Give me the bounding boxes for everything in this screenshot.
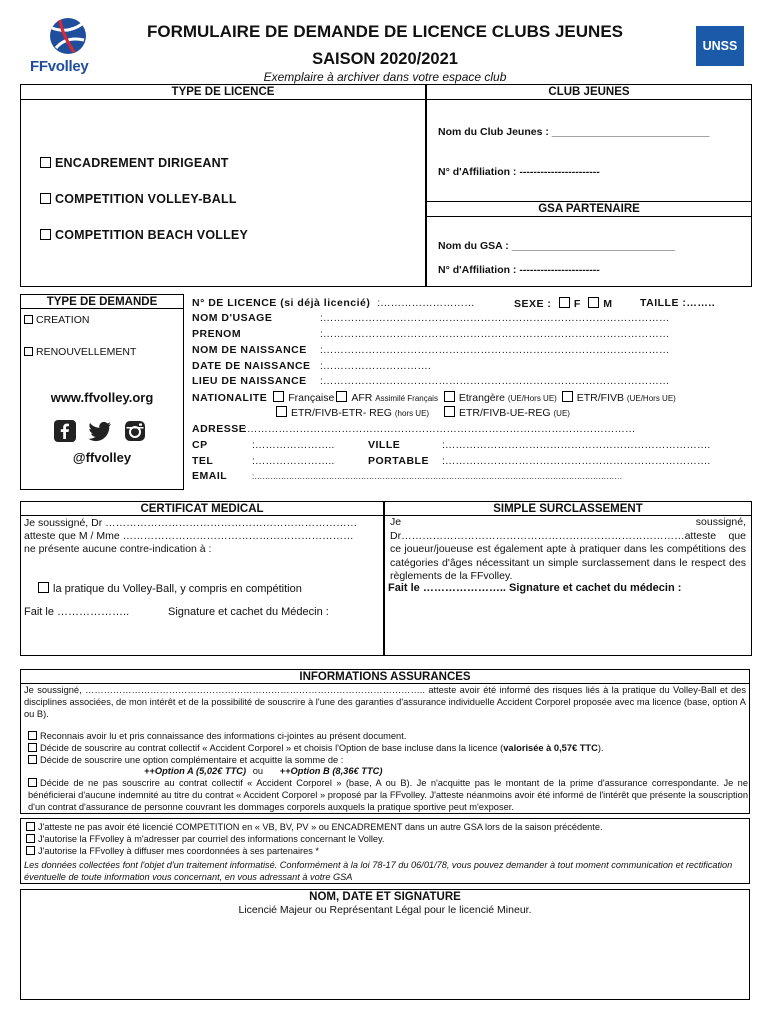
checkbox[interactable]: [28, 755, 37, 764]
assurances-header: INFORMATIONS ASSURANCES: [20, 669, 750, 684]
portable-field[interactable]: :………………………………………………………………….: [442, 455, 711, 467]
nat-etr-fivb-label: ETR/FIVB: [576, 392, 624, 404]
certificat-signature: Signature et cachet du Médecin :: [168, 606, 329, 618]
nat-etr-fivb-etr-reg-label: ETR/FIVB-ETR- REG: [291, 407, 392, 419]
lieu-naissance-label: LIEU DE NAISSANCE: [192, 375, 307, 387]
ville-label: VILLE: [368, 439, 401, 451]
licence-number-field[interactable]: :………………………: [377, 297, 475, 309]
gsa-header: GSA PARTENAIRE: [426, 201, 752, 217]
adresse-field[interactable]: :…………………………………………………………………………………………………: [244, 423, 636, 435]
nationalite-label: NATIONALITE: [192, 392, 268, 404]
sexe-f-checkbox[interactable]: [559, 297, 570, 308]
nat-francaise-label: Française: [288, 392, 335, 404]
signature-subtitle: Licencié Majeur ou Représentant Légal pour le licencié Mineur.: [238, 904, 532, 916]
club-jeunes-box: [426, 84, 752, 203]
archive-subtitle: Exemplaire à archiver dans votre espace club: [263, 70, 507, 84]
checkbox[interactable]: [40, 157, 51, 168]
checkbox[interactable]: [40, 229, 51, 240]
certificat-line3: ne présente aucune contre-indication à :: [24, 543, 212, 555]
lieu-naissance-row: [192, 375, 669, 387]
attestation-1[interactable]: J'atteste ne pas avoir été licencié COMPETITION en « VB, BV, PV » ou ENCADREMENT dans un autre GSA lors de la saison précédente.: [26, 822, 603, 832]
nat-etrangere-label: Etrangère: [458, 392, 505, 404]
assurance-check-2[interactable]: Décide de souscrire au contrat collectif « Accident Corporel » et choisis l'Option de base incluse dans la licence (valorisée à 0,57€ TTC).: [28, 743, 604, 753]
ville-row: [368, 439, 710, 451]
nationalite-row: [192, 391, 676, 404]
nat-afr-checkbox[interactable]: [336, 391, 347, 402]
facebook-icon[interactable]: [54, 420, 76, 442]
nat-etr-fivb-etr-reg-sub: (hors UE): [394, 409, 430, 418]
assurance-check-3[interactable]: Décide de souscrire une option complémentaire et acquitte la somme de :: [28, 755, 343, 765]
email-label: EMAIL: [192, 470, 228, 482]
demande-creation[interactable]: CREATION: [24, 314, 89, 326]
assurance-check-1[interactable]: Reconnais avoir lu et pris connaissance des informations ci-jointes au présent document.: [28, 731, 406, 741]
portable-label: PORTABLE: [368, 455, 429, 467]
type-licence-header: TYPE DE LICENCE: [20, 84, 426, 100]
ville-field[interactable]: :………………………………………………………………….: [442, 439, 711, 451]
cp-row: [192, 439, 334, 451]
ffvolley-logo: [22, 14, 92, 74]
type-licence-box: [20, 84, 426, 287]
certificat-line1[interactable]: Je soussigné, Dr ………………………………………………………………: [24, 517, 358, 529]
licence-option-competition-volley[interactable]: COMPETITION VOLLEY-BALL: [40, 192, 237, 206]
prenom-row: [192, 328, 669, 340]
website-link[interactable]: www.ffvolley.org: [50, 390, 154, 405]
option-a[interactable]: ++Option A (5,02€ TTC): [144, 766, 247, 776]
assurances-intro: Je soussigné, ……………………………………………………………………………………………….. atteste avoir été informé des risques liés à la pratique du Volley-Ball et des disciplines associées, de mon intérêt et de la possibilité de souscrire à l'une des garanties d'assurance individuelle Accident Corporel proposée avec ma licence (base, option A ou B).: [24, 685, 746, 719]
date-naissance-label: DATE DE NAISSANCE: [192, 360, 311, 372]
licence-option-encadrement[interactable]: ENCADREMENT DIRIGEANT: [40, 156, 229, 170]
nat-afr-label: AFR: [351, 392, 373, 404]
sexe-m-checkbox[interactable]: [588, 297, 599, 308]
nom-naissance-field[interactable]: :………………………………………………………………………………………: [320, 344, 670, 356]
assurance-options-row: [144, 766, 382, 776]
licence-number-label: N° DE LICENCE (si déjà licencié): [192, 297, 371, 309]
checkbox[interactable]: [40, 193, 51, 204]
taille-field[interactable]: TAILLE :……..: [640, 297, 716, 309]
season-title: SAISON 2020/2021: [312, 50, 458, 68]
checkbox[interactable]: [26, 822, 35, 831]
type-demande-header: TYPE DE DEMANDE: [20, 294, 184, 309]
nom-usage-row: [192, 312, 669, 324]
adresse-row: [192, 423, 635, 435]
checkbox[interactable]: [38, 582, 49, 593]
volleyball-logo-icon: [22, 14, 92, 58]
sexe-row: [514, 297, 612, 310]
nom-naissance-label: NOM DE NAISSANCE: [192, 344, 307, 356]
portable-row: [368, 455, 710, 467]
attestation-2[interactable]: J'autorise la FFvolley à m'adresser par courriel des informations concernant le Volley.: [26, 834, 385, 844]
checkbox[interactable]: [26, 846, 35, 855]
demande-renouvellement[interactable]: RENOUVELLEMENT: [24, 346, 136, 358]
nationalite-row-2: [276, 406, 570, 419]
nat-etr-fivb-ue-reg-sub: (UE): [553, 409, 570, 418]
twitter-icon[interactable]: [88, 420, 112, 442]
data-protection-note: Les données collectées font l'objet d'un traitement informatisé. Conformément à la loi 78-17 du 06/01/78, vous pouvez demander à tout moment communication et rectification éventuelle de toute information vous concernant, en vous adressant à votre GSA: [24, 860, 733, 882]
club-name-field[interactable]: Nom du Club Jeunes : ___________________________: [438, 126, 710, 138]
nat-etrangere-checkbox[interactable]: [444, 391, 455, 402]
nat-etr-fivb-checkbox[interactable]: [562, 391, 573, 402]
nat-etr-fivb-ue-reg-checkbox[interactable]: [444, 406, 455, 417]
checkbox[interactable]: [26, 834, 35, 843]
assurance-check-4[interactable]: Décide de ne pas souscrire au contrat collectif « Accident Corporel » (base, A ou B). Je n'acquitte pas le montant de la prime d'assurance correspondante. Je ne bénéficierai d'aucune indemnité au titre du contrat « Accident Corporel » proposé par la FFvolley. J'atteste néanmoins avoir été informé de l'intérêt que présente la souscription d'un contrat d'assurance de personne couvrant les dommages corporels auxquels la pratique sportive peut m'exposer.: [28, 778, 748, 812]
surclassement-header: SIMPLE SURCLASSEMENT: [384, 501, 752, 516]
certificat-line2[interactable]: atteste que M / Mme …………………………………………………………: [24, 530, 354, 542]
checkbox[interactable]: [28, 743, 37, 752]
club-affiliation-field[interactable]: N° d'Affiliation : -----------------------: [438, 166, 600, 178]
option-ou: ou: [252, 766, 264, 776]
certificat-fait-le[interactable]: Fait le ………………..: [24, 606, 130, 618]
tel-label: TEL: [192, 455, 214, 467]
nom-naissance-row: [192, 344, 669, 356]
unss-logo-text: UNSS: [702, 39, 738, 53]
gsa-name-field[interactable]: Nom du GSA : ____________________________: [438, 240, 676, 252]
cp-field[interactable]: :…………………..: [252, 439, 335, 451]
licence-option-competition-beach[interactable]: COMPETITION BEACH VOLLEY: [40, 228, 248, 242]
nom-usage-field[interactable]: :………………………………………………………………………………………: [320, 312, 670, 324]
email-field[interactable]: :…………………………………………………………………………………………………………………………: [252, 472, 623, 481]
date-naissance-field[interactable]: :………………………….: [320, 360, 431, 372]
checkbox[interactable]: [28, 731, 37, 740]
form-title: FORMULAIRE DE DEMANDE DE LICENCE CLUBS JEUNES: [146, 22, 624, 41]
social-icons: [54, 420, 154, 444]
certificat-header: CERTIFICAT MEDICAL: [20, 501, 384, 516]
checkbox[interactable]: [24, 347, 33, 356]
nat-etr-fivb-sub: (UE/Hors UE): [626, 394, 676, 403]
sexe-m-label: M: [603, 298, 613, 310]
social-handle: @ffvolley: [72, 450, 132, 465]
surclassement-fait-le[interactable]: Fait le ………………….. Signature et cachet du médecin :: [388, 582, 682, 594]
nat-francaise-checkbox[interactable]: [273, 391, 284, 402]
unss-logo: [696, 26, 744, 66]
attestation-3[interactable]: J'autorise la FFvolley à diffuser mes coordonnées à ses partenaires *: [26, 846, 319, 856]
gsa-affiliation-field[interactable]: N° d'Affiliation : -----------------------: [438, 264, 600, 276]
date-naissance-row: [192, 360, 431, 372]
certificat-option[interactable]: la pratique du Volley-Ball, y compris en compétition: [38, 582, 302, 595]
club-jeunes-header: CLUB JEUNES: [426, 84, 752, 100]
ffvolley-logo-text: FFvolley: [30, 58, 89, 75]
instagram-icon[interactable]: [124, 420, 146, 442]
checkbox[interactable]: [28, 778, 37, 787]
nat-etrangere-sub: (UE/Hors UE): [507, 394, 557, 403]
tel-row: [192, 455, 334, 467]
signature-header: NOM, DATE ET SIGNATURE: [20, 889, 750, 904]
option-b[interactable]: ++Option B (8,36€ TTC): [279, 766, 383, 776]
email-row: [192, 470, 622, 482]
nat-etr-fivb-etr-reg-checkbox[interactable]: [276, 406, 287, 417]
sexe-f-label: F: [573, 298, 581, 310]
cp-label: CP: [192, 439, 208, 451]
nat-afr-sub: Assimilé Français: [375, 394, 438, 403]
nom-usage-label: NOM D'USAGE: [192, 312, 273, 324]
surclassement-text: Je soussigné, Dr………………………………………………………………………atteste que ce joueur/joueuse est également apte à pratiquer dans les compétitions des catégories d'âges nécessitant un simple surclassement dans le respect des règlements de la FFvolley.: [390, 516, 746, 582]
adresse-label: ADRESSE: [192, 423, 247, 435]
sexe-label: SEXE :: [514, 298, 552, 310]
nat-etr-fivb-ue-reg-label: ETR/FIVB-UE-REG: [459, 407, 551, 419]
licence-number-row: [192, 297, 475, 309]
prenom-label: PRENOM: [192, 328, 242, 340]
lieu-naissance-field[interactable]: :………………………………………………………………………………………: [320, 375, 670, 387]
tel-field[interactable]: :…………………..: [252, 455, 335, 467]
prenom-field[interactable]: :………………………………………………………………………………………: [320, 328, 670, 340]
checkbox[interactable]: [24, 315, 33, 324]
